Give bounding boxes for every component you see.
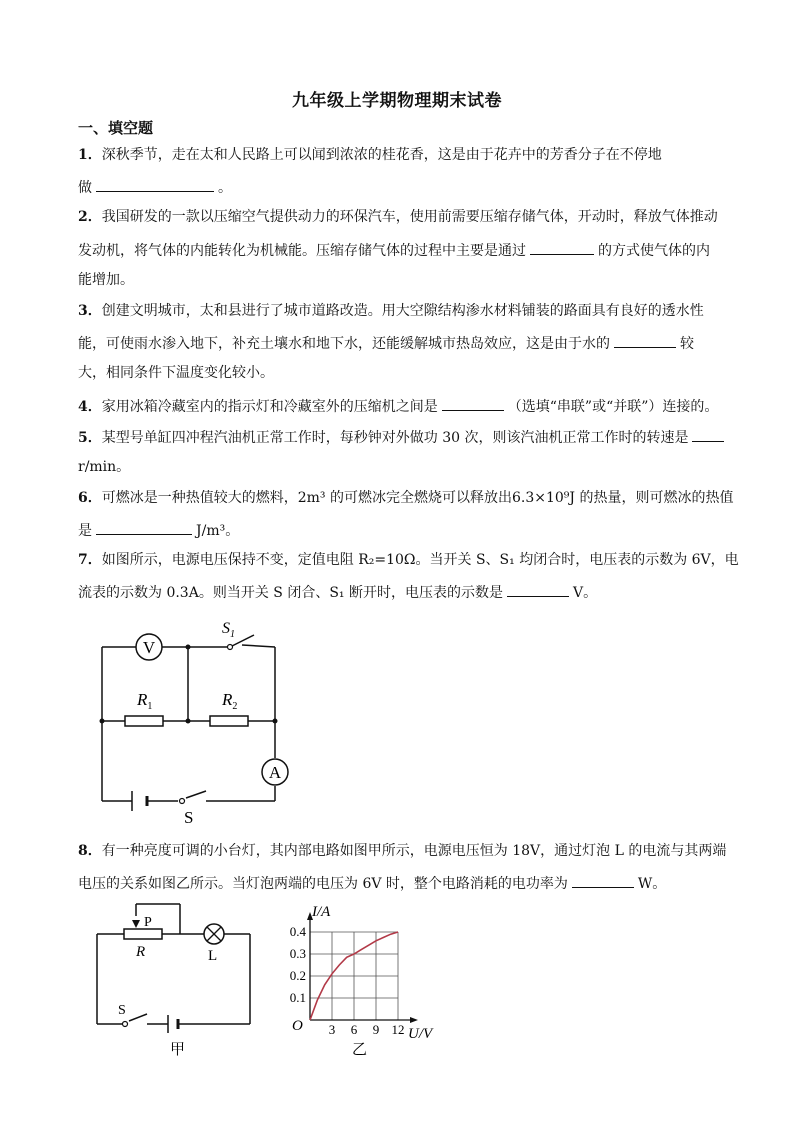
switch-s-contact (180, 799, 185, 804)
slider-label: P (144, 915, 152, 930)
figure-caption-yi: 乙 (352, 1042, 368, 1058)
question-text: 能增加。 (78, 272, 134, 288)
rheostat-icon (124, 929, 162, 939)
junction-dot (186, 645, 191, 650)
ammeter-label: A (268, 763, 282, 782)
question-text: 我国研发的一款以压缩空气提供动力的环保汽车，使用前需要压缩存储气体，开动时，释放气体推动 (101, 209, 718, 225)
question-text: 大，相同条件下温度变化较小。 (78, 365, 274, 381)
resistor-r2-icon (210, 716, 248, 726)
slider-arrow-icon (132, 920, 140, 928)
question-text: 较 (680, 336, 694, 352)
page-title: 九年级上学期物理期末试卷 (292, 91, 502, 111)
question-text: 深秋季节，走在太和人民路上可以闻到浓浓的桂花香，这是由于花卉中的芳香分子在不停地 (101, 147, 662, 163)
question-8 (78, 842, 726, 860)
answer-blank[interactable] (692, 427, 724, 442)
question-text: 能，可使雨水渗入地下，补充土壤水和地下水，还能缓解城市热岛效应，这是由于水的 (78, 336, 610, 352)
answer-blank[interactable] (614, 333, 676, 348)
question-4 (78, 396, 718, 416)
figure-caption-jia: 甲 (170, 1042, 186, 1058)
lamp-icon (204, 924, 224, 944)
question-3 (78, 302, 704, 320)
question-text: W。 (637, 876, 667, 892)
question-2 (78, 208, 718, 226)
answer-blank[interactable] (96, 177, 214, 192)
x-tick-label: 9 (372, 1022, 380, 1037)
question-text: 创建文明城市，太和县进行了城市道路改造。用大空隙结构渗水材料铺装的路面具有良好的透水性 (101, 303, 704, 319)
answer-blank[interactable] (442, 396, 504, 411)
question-6-line-2 (78, 520, 239, 540)
question-number: 4． (78, 399, 102, 415)
answer-blank[interactable] (96, 520, 192, 535)
q8-iu-graph (280, 900, 450, 1062)
question-text: 流表的示数为 0.3A。则当开关 S 闭合、S₁ 断开时，电压表的示数是 (78, 585, 503, 601)
x-tick-label: 3 (328, 1022, 336, 1037)
section-title: 一、填空题 (78, 119, 154, 137)
question-number: 1． (78, 147, 102, 163)
answer-blank[interactable] (530, 240, 594, 255)
question-8-line-2 (78, 873, 666, 893)
junction-dot (100, 719, 105, 724)
switch-s1-label: $S_1$ (222, 620, 235, 640)
x-axis-label: U/V (408, 1026, 433, 1042)
rheostat-label: R (136, 944, 146, 960)
question-text: （选填“串联”或“并联”）连接的。 (507, 399, 719, 415)
question-number: 7． (78, 552, 102, 568)
switch-s-label: S (118, 1003, 126, 1018)
question-6 (78, 489, 733, 507)
junction-dot (186, 719, 191, 724)
question-7-line-2 (78, 582, 597, 602)
x-tick-label: 6 (350, 1022, 358, 1037)
switch-s-label: S (184, 808, 194, 827)
question-number: 6． (78, 490, 102, 506)
iu-graph-svg (280, 900, 450, 1062)
origin-label: O (292, 1018, 303, 1034)
switch-s1-contact (228, 645, 233, 650)
x-axis-arrow (410, 1017, 418, 1023)
question-number: 3． (78, 303, 102, 319)
question-3-line-2 (78, 333, 694, 353)
resistor-r1-label: $R_1$ (137, 690, 153, 712)
question-7 (78, 551, 739, 569)
question-text: 是 (78, 523, 92, 539)
answer-blank[interactable] (507, 582, 569, 597)
x-tick-label: 12 (391, 1022, 405, 1037)
switch-s-contact (123, 1022, 128, 1027)
junction-dot (273, 719, 278, 724)
question-number: 8． (78, 843, 102, 859)
question-text: 如图所示，电源电压保持不变，定值电阻 R₂=10Ω。当开关 S、S₁ 均闭合时，电压表的示数为 6V，电 (101, 552, 739, 568)
lamp-label: L (208, 948, 218, 964)
y-tick-label: 0.4 (289, 924, 306, 939)
resistor-r2-label: $R_2$ (222, 690, 238, 712)
question-2-line-2 (78, 240, 710, 260)
question-text: J/m³。 (196, 523, 240, 539)
question-text: 做 (78, 180, 92, 196)
question-text: 家用冰箱冷藏室内的指示灯和冷藏室外的压缩机之间是 (101, 399, 438, 415)
question-1-line-2 (78, 177, 232, 197)
question-text: 有一种亮度可调的小台灯，其内部电路如图甲所示，电源电压恒为 18V，通过灯泡 L 的电流与其两端 (101, 843, 727, 859)
q7-circuit-diagram (94, 615, 304, 827)
question-text: r/min。 (78, 459, 131, 475)
question-5-line-2 (78, 458, 130, 476)
question-3-line-3 (78, 364, 274, 382)
question-text: 的方式使气体的内 (598, 243, 710, 259)
question-2-line-3 (78, 271, 134, 289)
y-tick-label: 0.2 (289, 968, 306, 983)
question-text: 电压的关系如图乙所示。当灯泡两端的电压为 6V 时，整个电路消耗的电功率为 (78, 876, 568, 892)
y-axis-label: I/A (312, 904, 331, 920)
question-text: 某型号单缸四冲程汽油机正常工作时，每秒钟对外做功 30 次，则该汽油机正常工作时的转速是 (101, 430, 689, 446)
question-text: 。 (218, 180, 232, 196)
question-number: 5． (78, 430, 102, 446)
question-text: 发动机，将气体的内能转化为机械能。压缩存储气体的过程中主要是通过 (78, 243, 526, 259)
answer-blank[interactable] (572, 873, 634, 888)
question-1 (78, 146, 662, 164)
question-number: 2． (78, 209, 102, 225)
resistor-r1-icon (125, 716, 163, 726)
question-text: V。 (572, 585, 598, 601)
y-tick-label: 0.3 (289, 946, 306, 961)
q8-circuit-diagram (92, 900, 262, 1062)
question-text: 可燃冰是一种热值较大的燃料，2m³ 的可燃冰完全燃烧可以释放出6.3×10⁹J 的热量，则可燃冰的热值 (101, 490, 734, 506)
question-5 (78, 427, 728, 447)
y-tick-label: 0.1 (289, 990, 306, 1005)
voltmeter-label: V (142, 638, 156, 657)
